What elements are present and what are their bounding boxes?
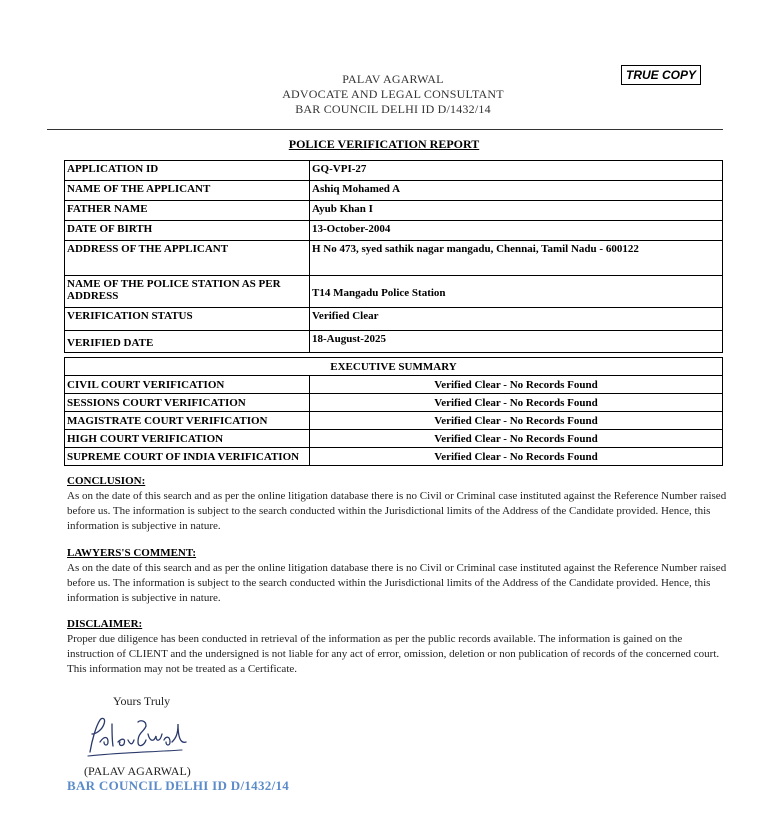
detail-label: FATHER NAME — [65, 201, 310, 221]
summary-label: SESSIONS COURT VERIFICATION — [65, 394, 310, 412]
disclaimer-section — [67, 617, 727, 677]
table-row — [65, 376, 723, 394]
header-divider — [47, 129, 723, 130]
summary-heading: EXECUTIVE SUMMARY — [65, 358, 723, 376]
table-row — [65, 331, 723, 353]
table-row — [65, 276, 723, 308]
detail-label: VERIFICATION STATUS — [65, 308, 310, 331]
detail-value: 18-August-2025 — [310, 331, 723, 353]
table-row — [65, 201, 723, 221]
summary-value: Verified Clear - No Records Found — [310, 430, 723, 448]
lawyers-comment-section — [67, 546, 727, 606]
true-copy-stamp: TRUE COPY — [621, 65, 701, 85]
detail-value: 13-October-2004 — [310, 221, 723, 241]
summary-label: CIVIL COURT VERIFICATION — [65, 376, 310, 394]
report-title-text: POLICE VERIFICATION REPORT — [288, 137, 480, 151]
detail-value: H No 473, syed sathik nagar mangadu, Chennai, Tamil Nadu - 600122 — [310, 241, 723, 276]
lawyers-comment-heading: LAWYERS'S COMMENT: — [67, 547, 197, 559]
summary-label: SUPREME COURT OF INDIA VERIFICATION — [65, 448, 310, 466]
advocate-bar-id: BAR COUNCIL DELHI ID D/1432/14 — [295, 102, 491, 116]
detail-value: GQ-VPI-27 — [310, 161, 723, 181]
summary-value: Verified Clear - No Records Found — [310, 412, 723, 430]
detail-label: VERIFIED DATE — [65, 331, 310, 353]
summary-value: Verified Clear - No Records Found — [310, 394, 723, 412]
advocate-name: PALAV AGARWAL — [342, 72, 444, 86]
table-row — [65, 221, 723, 241]
executive-summary-table — [64, 357, 723, 466]
summary-value: Verified Clear - No Records Found — [310, 448, 723, 466]
closing-line: Yours Truly — [113, 694, 171, 708]
signature-image — [82, 712, 192, 758]
table-row — [65, 394, 723, 412]
detail-label: DATE OF BIRTH — [65, 221, 310, 241]
applicant-details-table — [64, 160, 723, 353]
detail-label: NAME OF THE POLICE STATION AS PER ADDRESS — [65, 276, 310, 308]
conclusion-heading: CONCLUSION: — [67, 475, 146, 487]
detail-label: ADDRESS OF THE APPLICANT — [65, 241, 310, 276]
summary-label: MAGISTRATE COURT VERIFICATION — [65, 412, 310, 430]
conclusion-text: As on the date of this search and as per the online litigation database there is no Civil or Criminal case instituted against the Reference Number raised before us. The information is subject to the search conducted within the Jurisdictional limits of the Address of the Candidate provided. Hence, this information is subjective in nature. — [67, 490, 727, 532]
table-row — [65, 181, 723, 201]
detail-label: NAME OF THE APPLICANT — [65, 181, 310, 201]
disclaimer-heading: DISCLAIMER: — [67, 618, 143, 630]
table-row — [65, 308, 723, 331]
table-row — [65, 412, 723, 430]
detail-label: APPLICATION ID — [65, 161, 310, 181]
advocate-designation: ADVOCATE AND LEGAL CONSULTANT — [282, 87, 504, 101]
signatory-name: (PALAV AGARWAL) — [84, 764, 191, 778]
table-row — [65, 448, 723, 466]
report-title — [0, 137, 760, 152]
summary-value: Verified Clear - No Records Found — [310, 376, 723, 394]
disclaimer-text: Proper due diligence has been conducted in retrieval of the information as per the public records available. The information is gained on the instruction of CLIENT and the undersigned is not liable for any act of error, omission, deletion or non publication of records of the concerned court. This information may not be treated as a Certificate. — [67, 633, 720, 675]
table-row — [65, 241, 723, 276]
summary-label: HIGH COURT VERIFICATION — [65, 430, 310, 448]
lawyers-comment-text: As on the date of this search and as per the online litigation database there is no Civil or Criminal case instituted against the Reference Number raised before us. The information is subject to the search conducted within the Jurisdictional limits of the Address of the Candidate provided. Hence, this information is subjective in nature. — [67, 562, 727, 604]
detail-value: T14 Mangadu Police Station — [310, 276, 723, 308]
conclusion-section — [67, 474, 727, 534]
detail-value: Ayub Khan I — [310, 201, 723, 221]
table-row — [65, 358, 723, 376]
detail-value: Ashiq Mohamed A — [310, 181, 723, 201]
table-row — [65, 161, 723, 181]
signatory-bar-id: BAR COUNCIL DELHI ID D/1432/14 — [67, 778, 290, 793]
detail-value: Verified Clear — [310, 308, 723, 331]
table-row — [65, 430, 723, 448]
